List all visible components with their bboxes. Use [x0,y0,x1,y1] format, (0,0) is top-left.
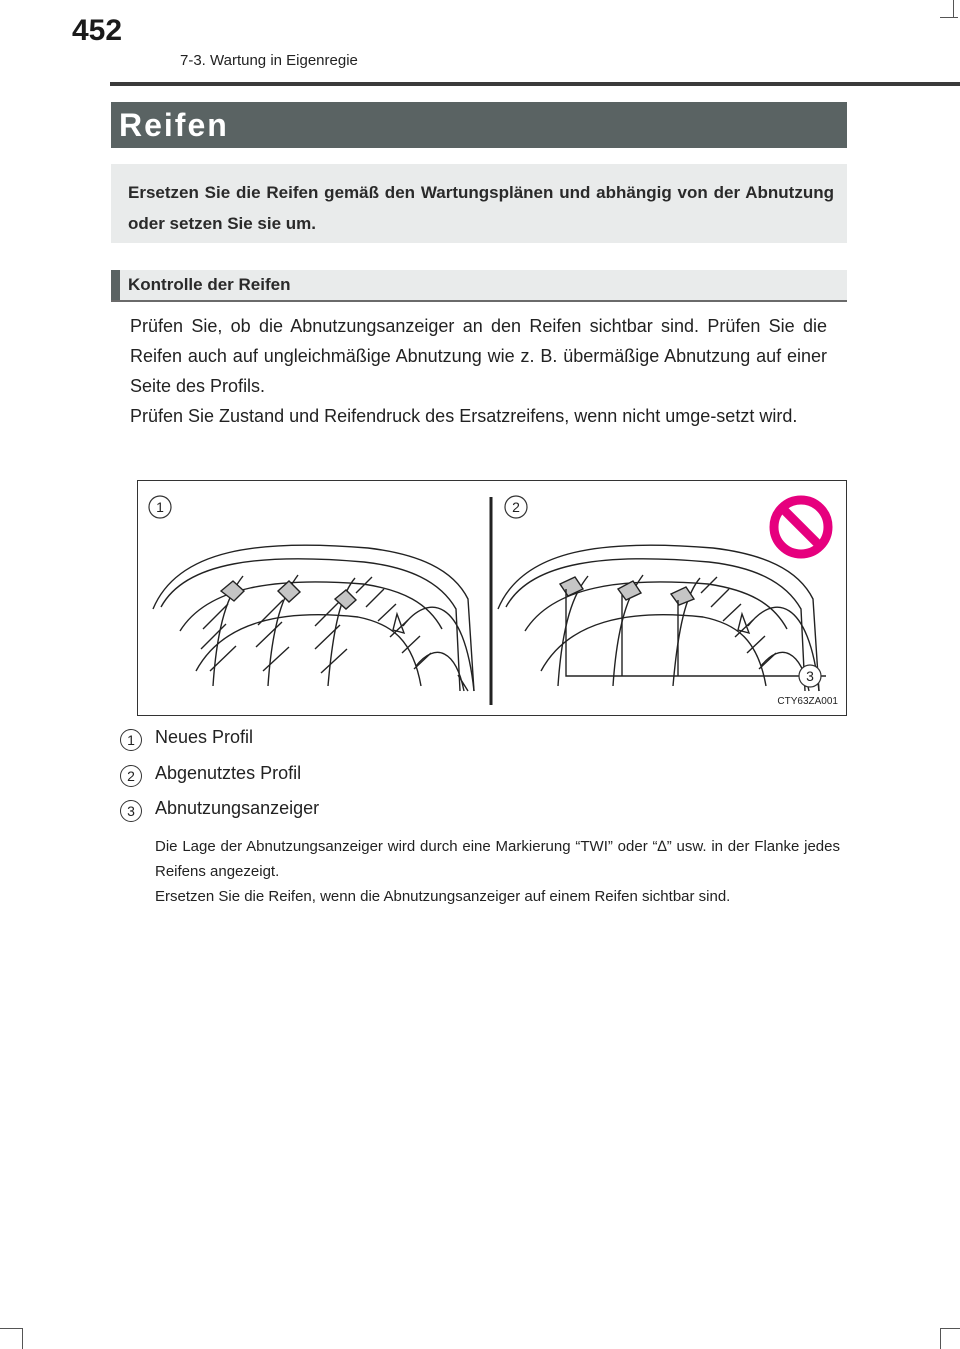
intro-box [111,164,847,243]
tire-illustration [138,481,846,715]
new-tread-tire [153,545,474,691]
chapter-heading: 7-3. Wartung in Eigenregie [180,52,358,69]
title-bar [111,102,847,148]
figure-marker-3: 3 [806,668,814,684]
crop-mark [940,17,958,18]
header-rule [110,82,960,86]
page-title: Reifen [119,107,229,143]
intro-text: Ersetzen Sie die Reifen gemäß den Wartungsplänen und abhängig von der Abnutzung oder setzen Sie sie um. [128,183,834,233]
figure-code: CTY63ZA001 [777,696,838,707]
section-heading-bar [111,270,847,302]
crop-mark [953,0,954,18]
crop-mark [22,1328,23,1349]
crop-mark [940,1328,941,1349]
legend-number: 3 [120,800,142,822]
section-marker [111,270,120,300]
page-number: 452 [72,14,123,47]
figure-marker-1: 1 [156,499,164,515]
body-paragraph-2: Prüfen Sie Zustand und Reifendruck des Ersatzreifens, wenn nicht umge-setzt wird. [130,406,798,426]
legend-label: Abgenutztes Profil [155,763,302,783]
body-paragraph-1: Prüfen Sie, ob die Abnutzungsanzeiger an den Reifen sichtbar sind. Prüfen Sie die Reifen auch auf ungleichmäßige Abnutzung wie z. B. übermäßige Abnutzung auf einer Seite des Profils. [130,316,827,396]
legend-number: 2 [120,765,142,787]
worn-tread-tire [498,545,826,691]
legend-label: Neues Profil [155,727,254,747]
legend-label: Abnutzungsanzeiger [155,798,320,818]
note-paragraph-1: Die Lage der Abnutzungsanzeiger wird durch eine Markierung “TWI” oder “∆” usw. in der Flanke jedes Reifens angezeigt. [155,838,840,880]
tire-tread-figure [137,480,847,716]
section-heading: Kontrolle der Reifen [128,275,291,294]
crop-mark [940,1328,960,1329]
figure-marker-2: 2 [512,499,520,515]
prohibition-icon [774,500,828,554]
note-paragraph-2: Ersetzen Sie die Reifen, wenn die Abnutzungsanzeiger auf einem Reifen sichtbar sind. [155,888,731,905]
legend-number: 1 [120,729,142,751]
crop-mark [0,1328,22,1329]
